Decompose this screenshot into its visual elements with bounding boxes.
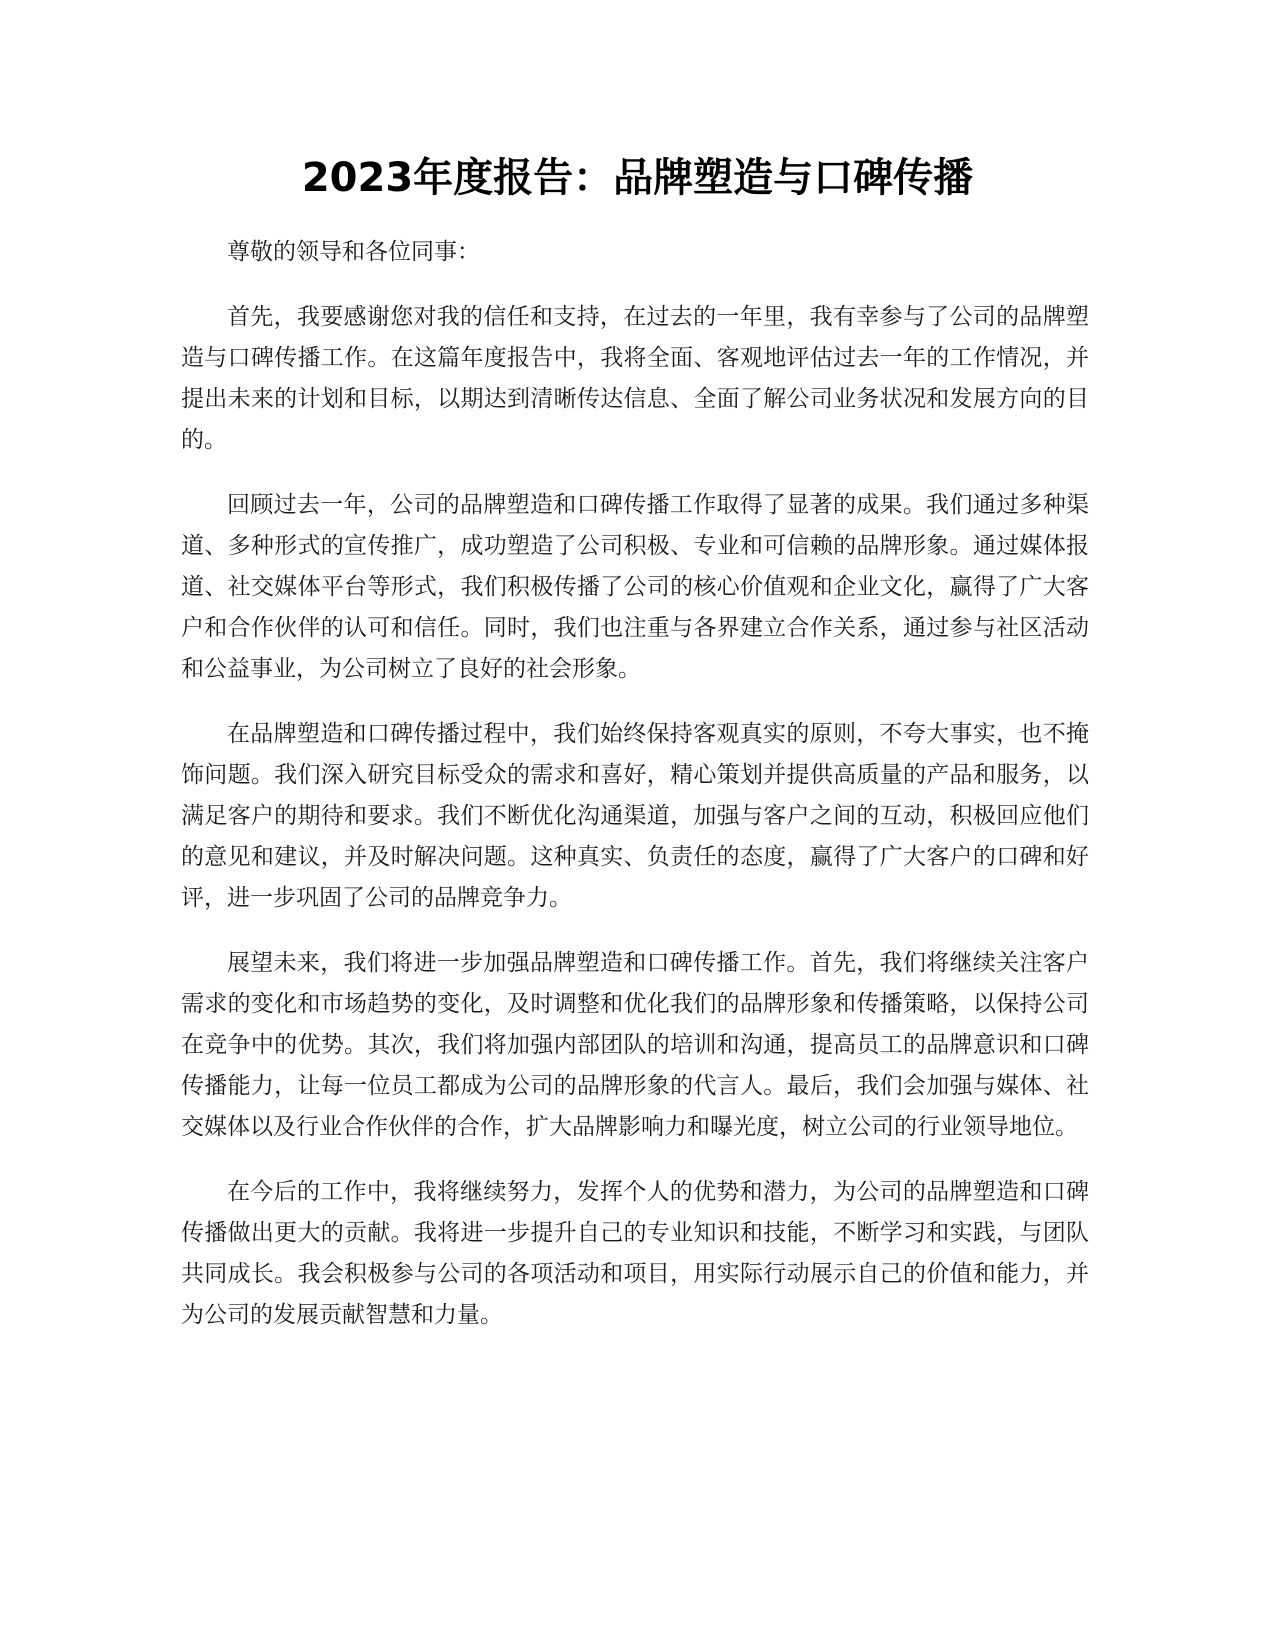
paragraph-review: 回顾过去一年，公司的品牌塑造和口碑传播工作取得了显著的成果。我们通过多种渠道、多种形式的宣传推广，成功塑造了公司积极、专业和可信赖的品牌形象。通过媒体报道、社交媒体平台等形式，我们积极传播了公司的核心价值观和企业文化，赢得了广大客户和合作伙伴的认可和信任。同时，我们也注重与各界建立合作关系，通过参与社区活动和公益事业，为公司树立了良好的社会形象。 bbox=[181, 492, 1089, 682]
salutation: 尊敬的领导和各位同事： bbox=[227, 239, 480, 265]
paragraph-outlook: 展望未来，我们将进一步加强品牌塑造和口碑传播工作。首先，我们将继续关注客户需求的变化和市场趋势的变化，及时调整和优化我们的品牌形象和传播策略，以保持公司在竞争中的优势。其次，我们将加强内部团队的培训和沟通，提高员工的品牌意识和口碑传播能力，让每一位员工都成为公司的品牌形象的代言人。最后，我们会加强与媒体、社交媒体以及行业合作伙伴的合作，扩大品牌影响力和曝光度，树立公司的行业领导地位。 bbox=[181, 950, 1089, 1140]
document-body bbox=[181, 232, 1089, 1360]
document-title: 2023年度报告：品牌塑造与口碑传播 bbox=[301, 155, 974, 201]
paragraph-intro: 首先，我要感谢您对我的信任和支持，在过去的一年里，我有幸参与了公司的品牌塑造与口碑传播工作。在这篇年度报告中，我将全面、客观地评估过去一年的工作情况，并提出未来的计划和目标，以期达到清晰传达信息、全面了解公司业务状况和发展方向的目的。 bbox=[181, 304, 1089, 453]
paragraph-principles: 在品牌塑造和口碑传播过程中，我们始终保持客观真实的原则，不夸大事实，也不掩饰问题。我们深入研究目标受众的需求和喜好，精心策划并提供高质量的产品和服务，以满足客户的期待和要求。我们不断优化沟通渠道，加强与客户之间的互动，积极回应他们的意见和建议，并及时解决问题。这种真实、负责任的态度，赢得了广大客户的口碑和好评，进一步巩固了公司的品牌竞争力。 bbox=[181, 721, 1089, 911]
paragraph-commitment: 在今后的工作中，我将继续努力，发挥个人的优势和潜力，为公司的品牌塑造和口碑传播做出更大的贡献。我将进一步提升自己的专业知识和技能，不断学习和实践，与团队共同成长。我会积极参与公司的各项活动和项目，用实际行动展示自己的价值和能力，并为公司的发展贡献智慧和力量。 bbox=[181, 1179, 1089, 1328]
